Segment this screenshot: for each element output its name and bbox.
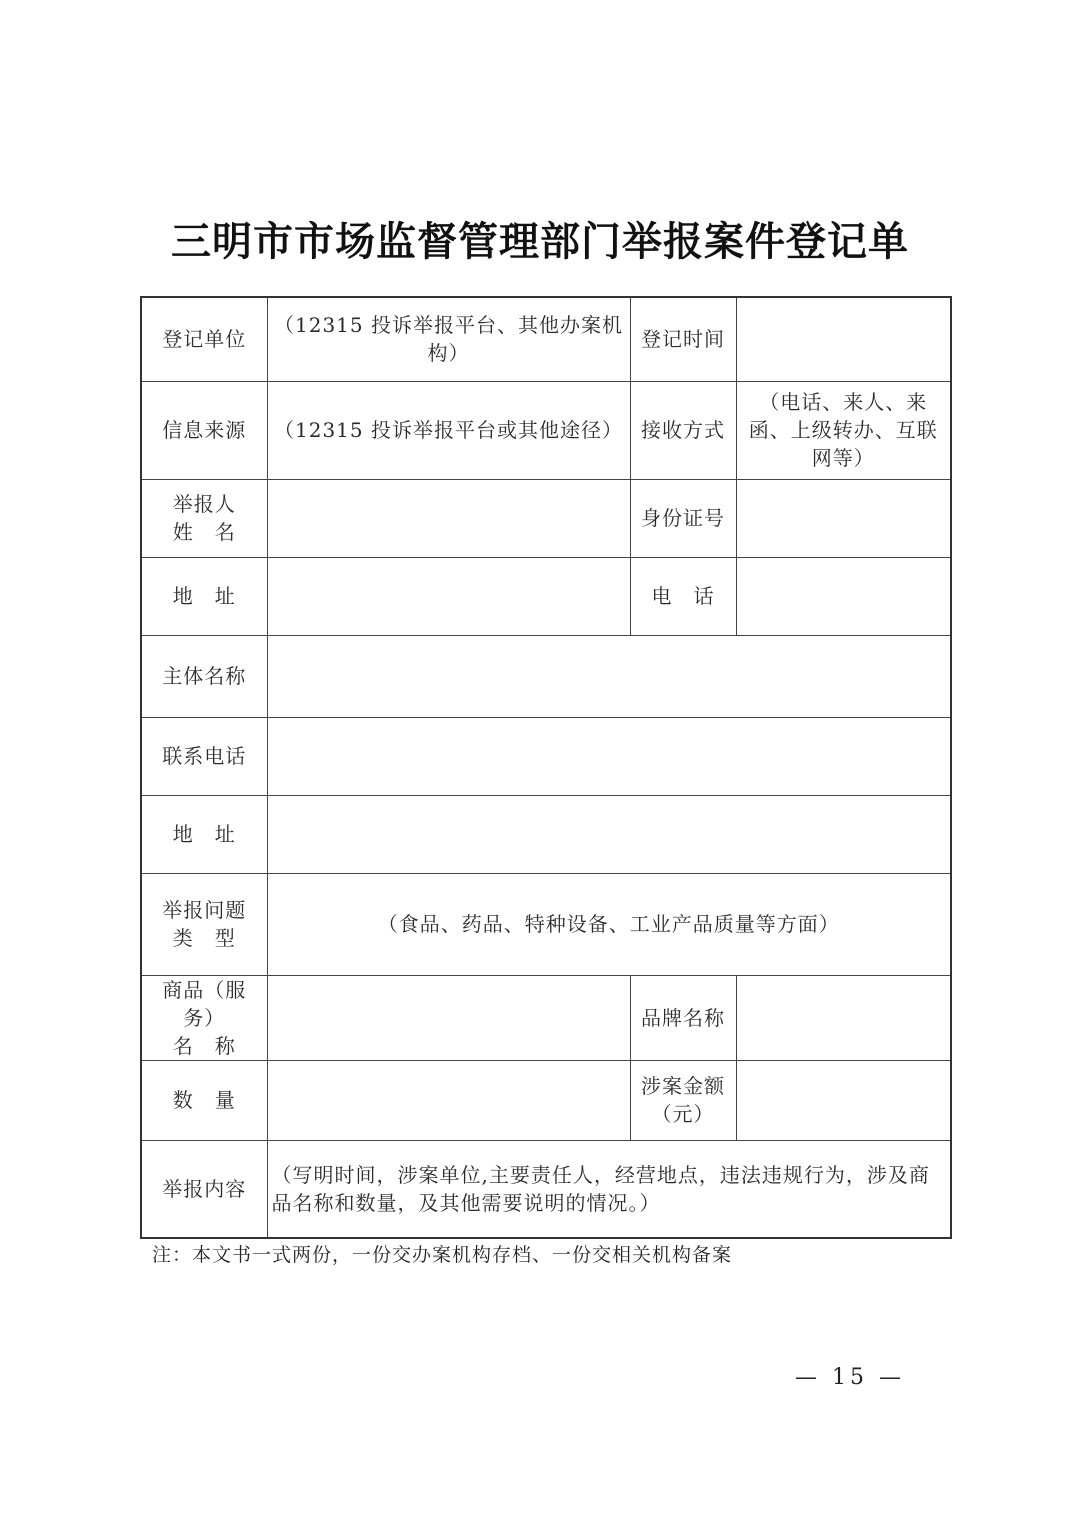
goods-name-label-line1: 商品（服务）	[162, 977, 247, 1030]
subject-address-label: 地 址	[141, 795, 267, 873]
reg-time-field[interactable]	[736, 297, 951, 381]
amount-label-line2: （元）	[651, 1102, 715, 1126]
brand-name-field[interactable]	[736, 975, 951, 1060]
quantity-field[interactable]	[267, 1060, 630, 1140]
subject-name-label: 主体名称	[141, 635, 267, 717]
contact-phone-label: 联系电话	[141, 717, 267, 795]
row-info-source	[141, 381, 951, 479]
report-content-label: 举报内容	[141, 1140, 267, 1238]
receive-method-label: 接收方式	[630, 381, 736, 479]
footnote: 注：本文书一式两份，一份交办案机构存档、一份交相关机构备案	[152, 1244, 733, 1266]
issue-type-field[interactable]: （食品、药品、特种设备、工业产品质量等方面）	[267, 873, 951, 975]
info-source-label: 信息来源	[141, 381, 267, 479]
reporter-address-field[interactable]	[267, 557, 630, 635]
amount-label-line1: 涉案金额	[641, 1074, 725, 1098]
quantity-label: 数 量	[141, 1060, 267, 1140]
reg-unit-field[interactable]: （12315 投诉举报平台、其他办案机构）	[267, 297, 630, 381]
row-subject-address	[141, 795, 951, 873]
id-number-field[interactable]	[736, 479, 951, 557]
amount-label	[630, 1060, 736, 1140]
document-title: 三明市市场监督管理部门举报案件登记单	[171, 218, 909, 265]
reporter-name-label-line2: 姓 名	[172, 520, 236, 544]
reporter-phone-label: 电 话	[630, 557, 736, 635]
receive-method-field[interactable]: （电话、来人、来函、上级转办、互联网等）	[736, 381, 951, 479]
info-source-field[interactable]: （12315 投诉举报平台或其他途径）	[267, 381, 630, 479]
row-goods-name	[141, 975, 951, 1060]
subject-name-field[interactable]	[267, 635, 951, 717]
page-number: — 15 —	[795, 1365, 905, 1390]
id-number-label: 身份证号	[630, 479, 736, 557]
brand-name-label: 品牌名称	[630, 975, 736, 1060]
row-reporter-name	[141, 479, 951, 557]
reporter-name-field[interactable]	[267, 479, 630, 557]
row-report-content	[141, 1140, 951, 1238]
reg-unit-label: 登记单位	[141, 297, 267, 381]
reg-time-label: 登记时间	[630, 297, 736, 381]
goods-name-label	[141, 975, 267, 1060]
subject-address-field[interactable]	[267, 795, 951, 873]
registration-form-table	[140, 296, 952, 1239]
reporter-name-label	[141, 479, 267, 557]
amount-field[interactable]	[736, 1060, 951, 1140]
row-registration-unit	[141, 297, 951, 381]
row-quantity	[141, 1060, 951, 1140]
goods-name-label-line2: 名 称	[172, 1033, 236, 1058]
goods-name-field[interactable]	[267, 975, 630, 1060]
reporter-name-label-line1: 举报人	[172, 492, 236, 516]
report-content-field[interactable]: （写明时间，涉案单位,主要责任人，经营地点，违法违规行为，涉及商品名称和数量，及其他需要说明的情况。）	[267, 1140, 951, 1238]
issue-type-label-line2: 类 型	[172, 926, 236, 950]
issue-type-label-line1: 举报问题	[162, 898, 247, 922]
row-contact-phone	[141, 717, 951, 795]
row-issue-type	[141, 873, 951, 975]
row-subject-name	[141, 635, 951, 717]
reporter-address-label: 地 址	[141, 557, 267, 635]
reporter-phone-field[interactable]	[736, 557, 951, 635]
row-reporter-address	[141, 557, 951, 635]
issue-type-label	[141, 873, 267, 975]
contact-phone-field[interactable]	[267, 717, 951, 795]
